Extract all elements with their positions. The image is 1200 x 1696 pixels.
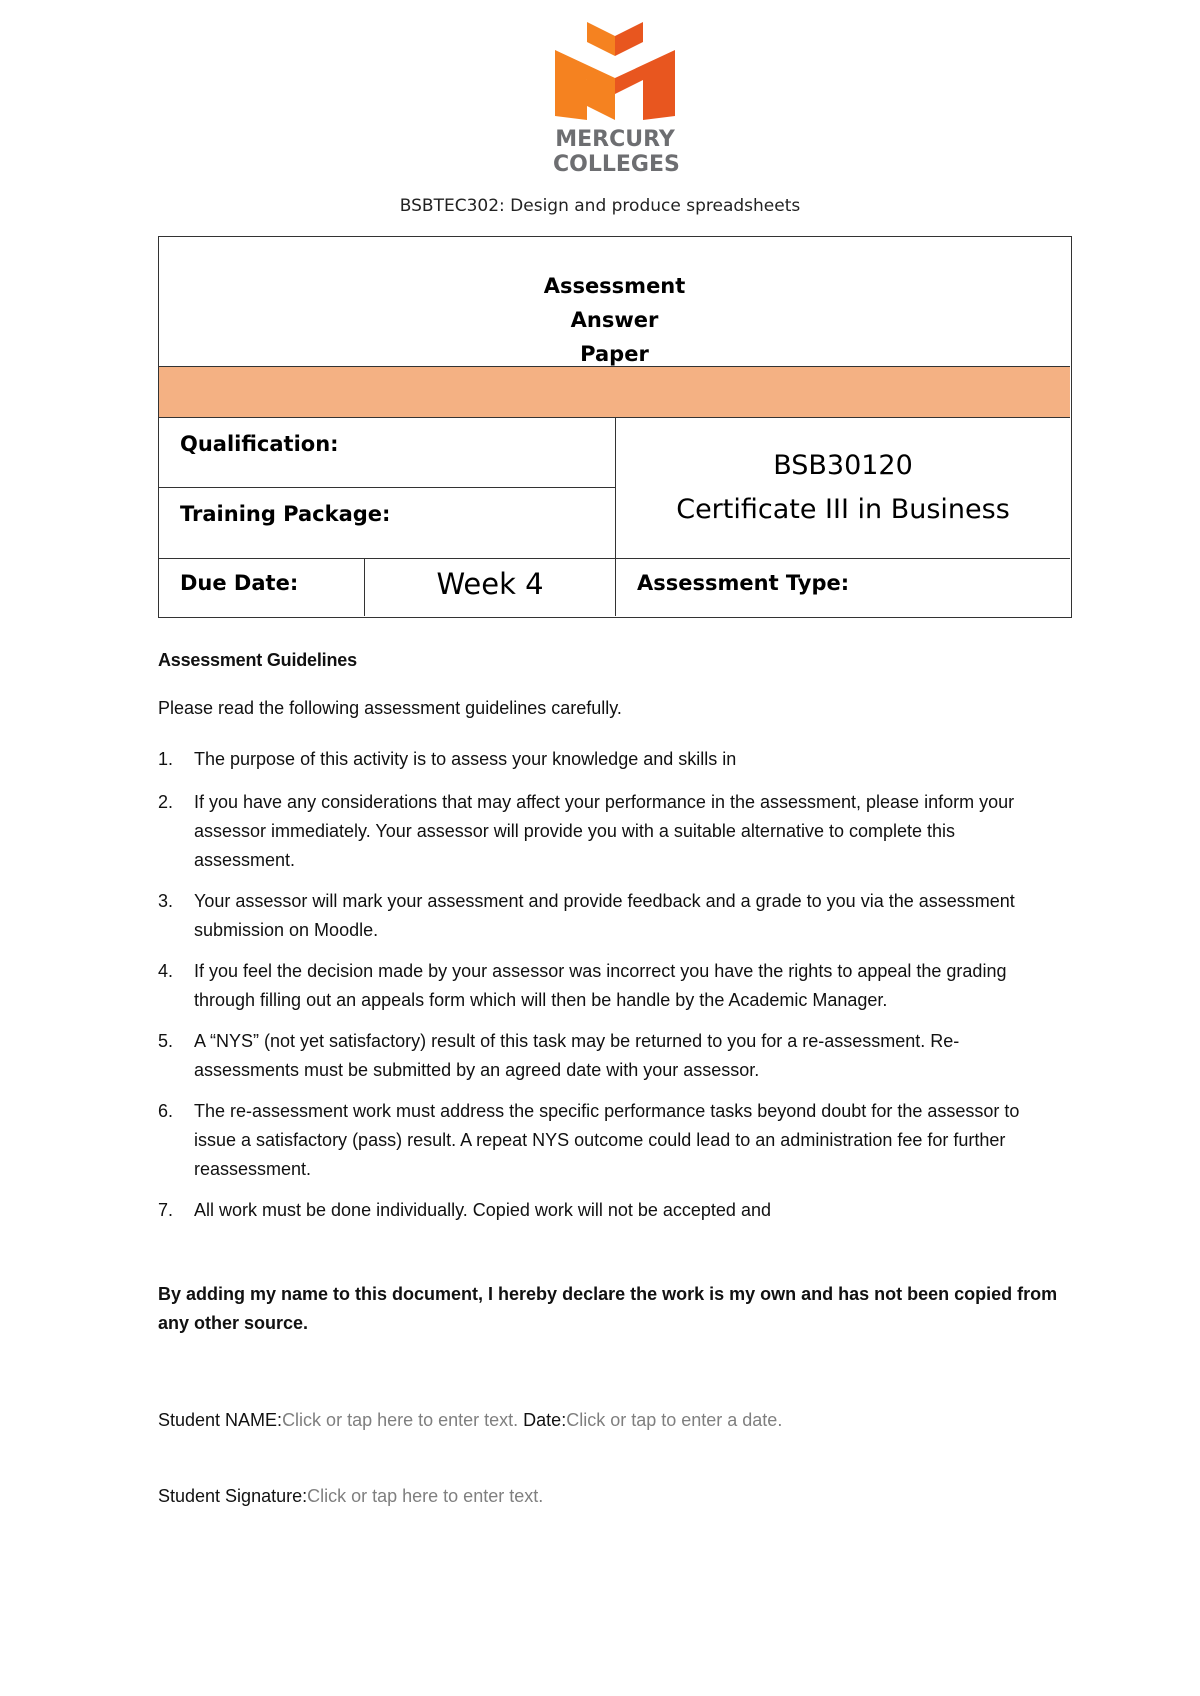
- student-name-field[interactable]: Click or tap here to enter text.: [282, 1410, 519, 1430]
- guidelines-intro: Please read the following assessment guidelines carefully.: [158, 698, 622, 718]
- qualification-code-cell: [616, 418, 1070, 558]
- list-item: [158, 1027, 1058, 1085]
- student-signature-field[interactable]: Click or tap here to enter text.: [307, 1486, 544, 1506]
- list-item-text: All work must be done individually. Copied work will not be accepted and: [194, 1200, 771, 1220]
- title-line-answer: Answer: [570, 308, 659, 332]
- date-label: Date:: [518, 1410, 567, 1430]
- list-item-text: If you feel the decision made by your assessor was incorrect you have the rights to appeal the grading through filling out an appeals form which will then be handle by the Academic Manager.: [194, 961, 1007, 1010]
- list-item: [158, 788, 1058, 875]
- title-line-paper: Paper: [580, 342, 649, 366]
- list-item: [158, 957, 1058, 1015]
- orange-band: [159, 367, 1070, 418]
- guidelines-heading: Assessment Guidelines: [158, 650, 357, 670]
- logo-text-line2: COLLEGES: [553, 152, 680, 177]
- due-date-value: Week 4: [365, 558, 616, 616]
- list-item-number: 2.: [158, 792, 174, 812]
- list-item-number: 4.: [158, 961, 174, 981]
- list-item: [158, 1097, 1058, 1184]
- list-item-text: If you have any considerations that may affect your performance in the assessment, please inform your assessor immediately. Your assessor will provide you with a suitable alternative to complete this assessment.: [194, 792, 1015, 870]
- list-item-text: The purpose of this activity is to assess your knowledge and skills in: [194, 749, 737, 769]
- list-item-text: The re-assessment work must address the specific performance tasks beyond doubt for the assessor to issue a satisfactory (pass) result. A repeat NYS outcome could lead to an administration fee for further reassessment.: [194, 1101, 1020, 1179]
- list-item-number: 3.: [158, 891, 174, 911]
- list-item-text: Your assessor will mark your assessment and provide feedback and a grade to you via the assessment submission on Moodle.: [194, 891, 1015, 940]
- unit-subtitle: BSBTEC302: Design and produce spreadsheets: [399, 196, 801, 216]
- qualification-cell: [159, 418, 616, 488]
- assessment-info-table: [158, 236, 1072, 618]
- assessment-type-label: Assessment Type:: [637, 571, 850, 595]
- declaration-text: By adding my name to this document, I hereby declare the work is my own and has not been copied from any other source.: [158, 1284, 1058, 1333]
- training-package-label: Training Package:: [180, 502, 391, 526]
- guidelines-list: [158, 745, 1058, 1225]
- list-item: [158, 745, 1058, 774]
- student-signature-line: [158, 1486, 543, 1507]
- list-item-number: 5.: [158, 1031, 174, 1051]
- training-package-cell: [159, 488, 616, 558]
- student-signature-label: Student Signature:: [158, 1486, 308, 1506]
- list-item: [158, 1196, 1058, 1225]
- list-item-number: 7.: [158, 1200, 174, 1220]
- title-line-assessment: Assessment: [543, 274, 686, 298]
- student-name-line: [158, 1410, 782, 1431]
- list-item-number: 1.: [158, 749, 174, 769]
- qualification-code: BSB30120: [773, 450, 913, 481]
- qualification-name: Certificate III in Business: [676, 494, 1010, 525]
- due-date-label: Due Date:: [180, 571, 299, 595]
- list-item-number: 6.: [158, 1101, 174, 1121]
- list-item-text: A “NYS” (not yet satisfactory) result of this task may be returned to you for a re-assessment. Re-assessments must be submitted by an agreed date with your assessor.: [194, 1031, 960, 1080]
- list-item: [158, 887, 1058, 945]
- date-field[interactable]: Click or tap to enter a date.: [566, 1410, 783, 1430]
- qualification-label: Qualification:: [180, 432, 339, 456]
- logo-text-line1: MERCURY: [555, 127, 675, 152]
- due-date-label-cell: [159, 558, 365, 616]
- logo-mark-icon: [553, 20, 677, 125]
- table-title-cell: [159, 237, 1070, 367]
- assessment-type-cell: [616, 558, 1070, 616]
- mercury-colleges-logo: [553, 20, 680, 177]
- student-name-label: Student NAME:: [158, 1410, 283, 1430]
